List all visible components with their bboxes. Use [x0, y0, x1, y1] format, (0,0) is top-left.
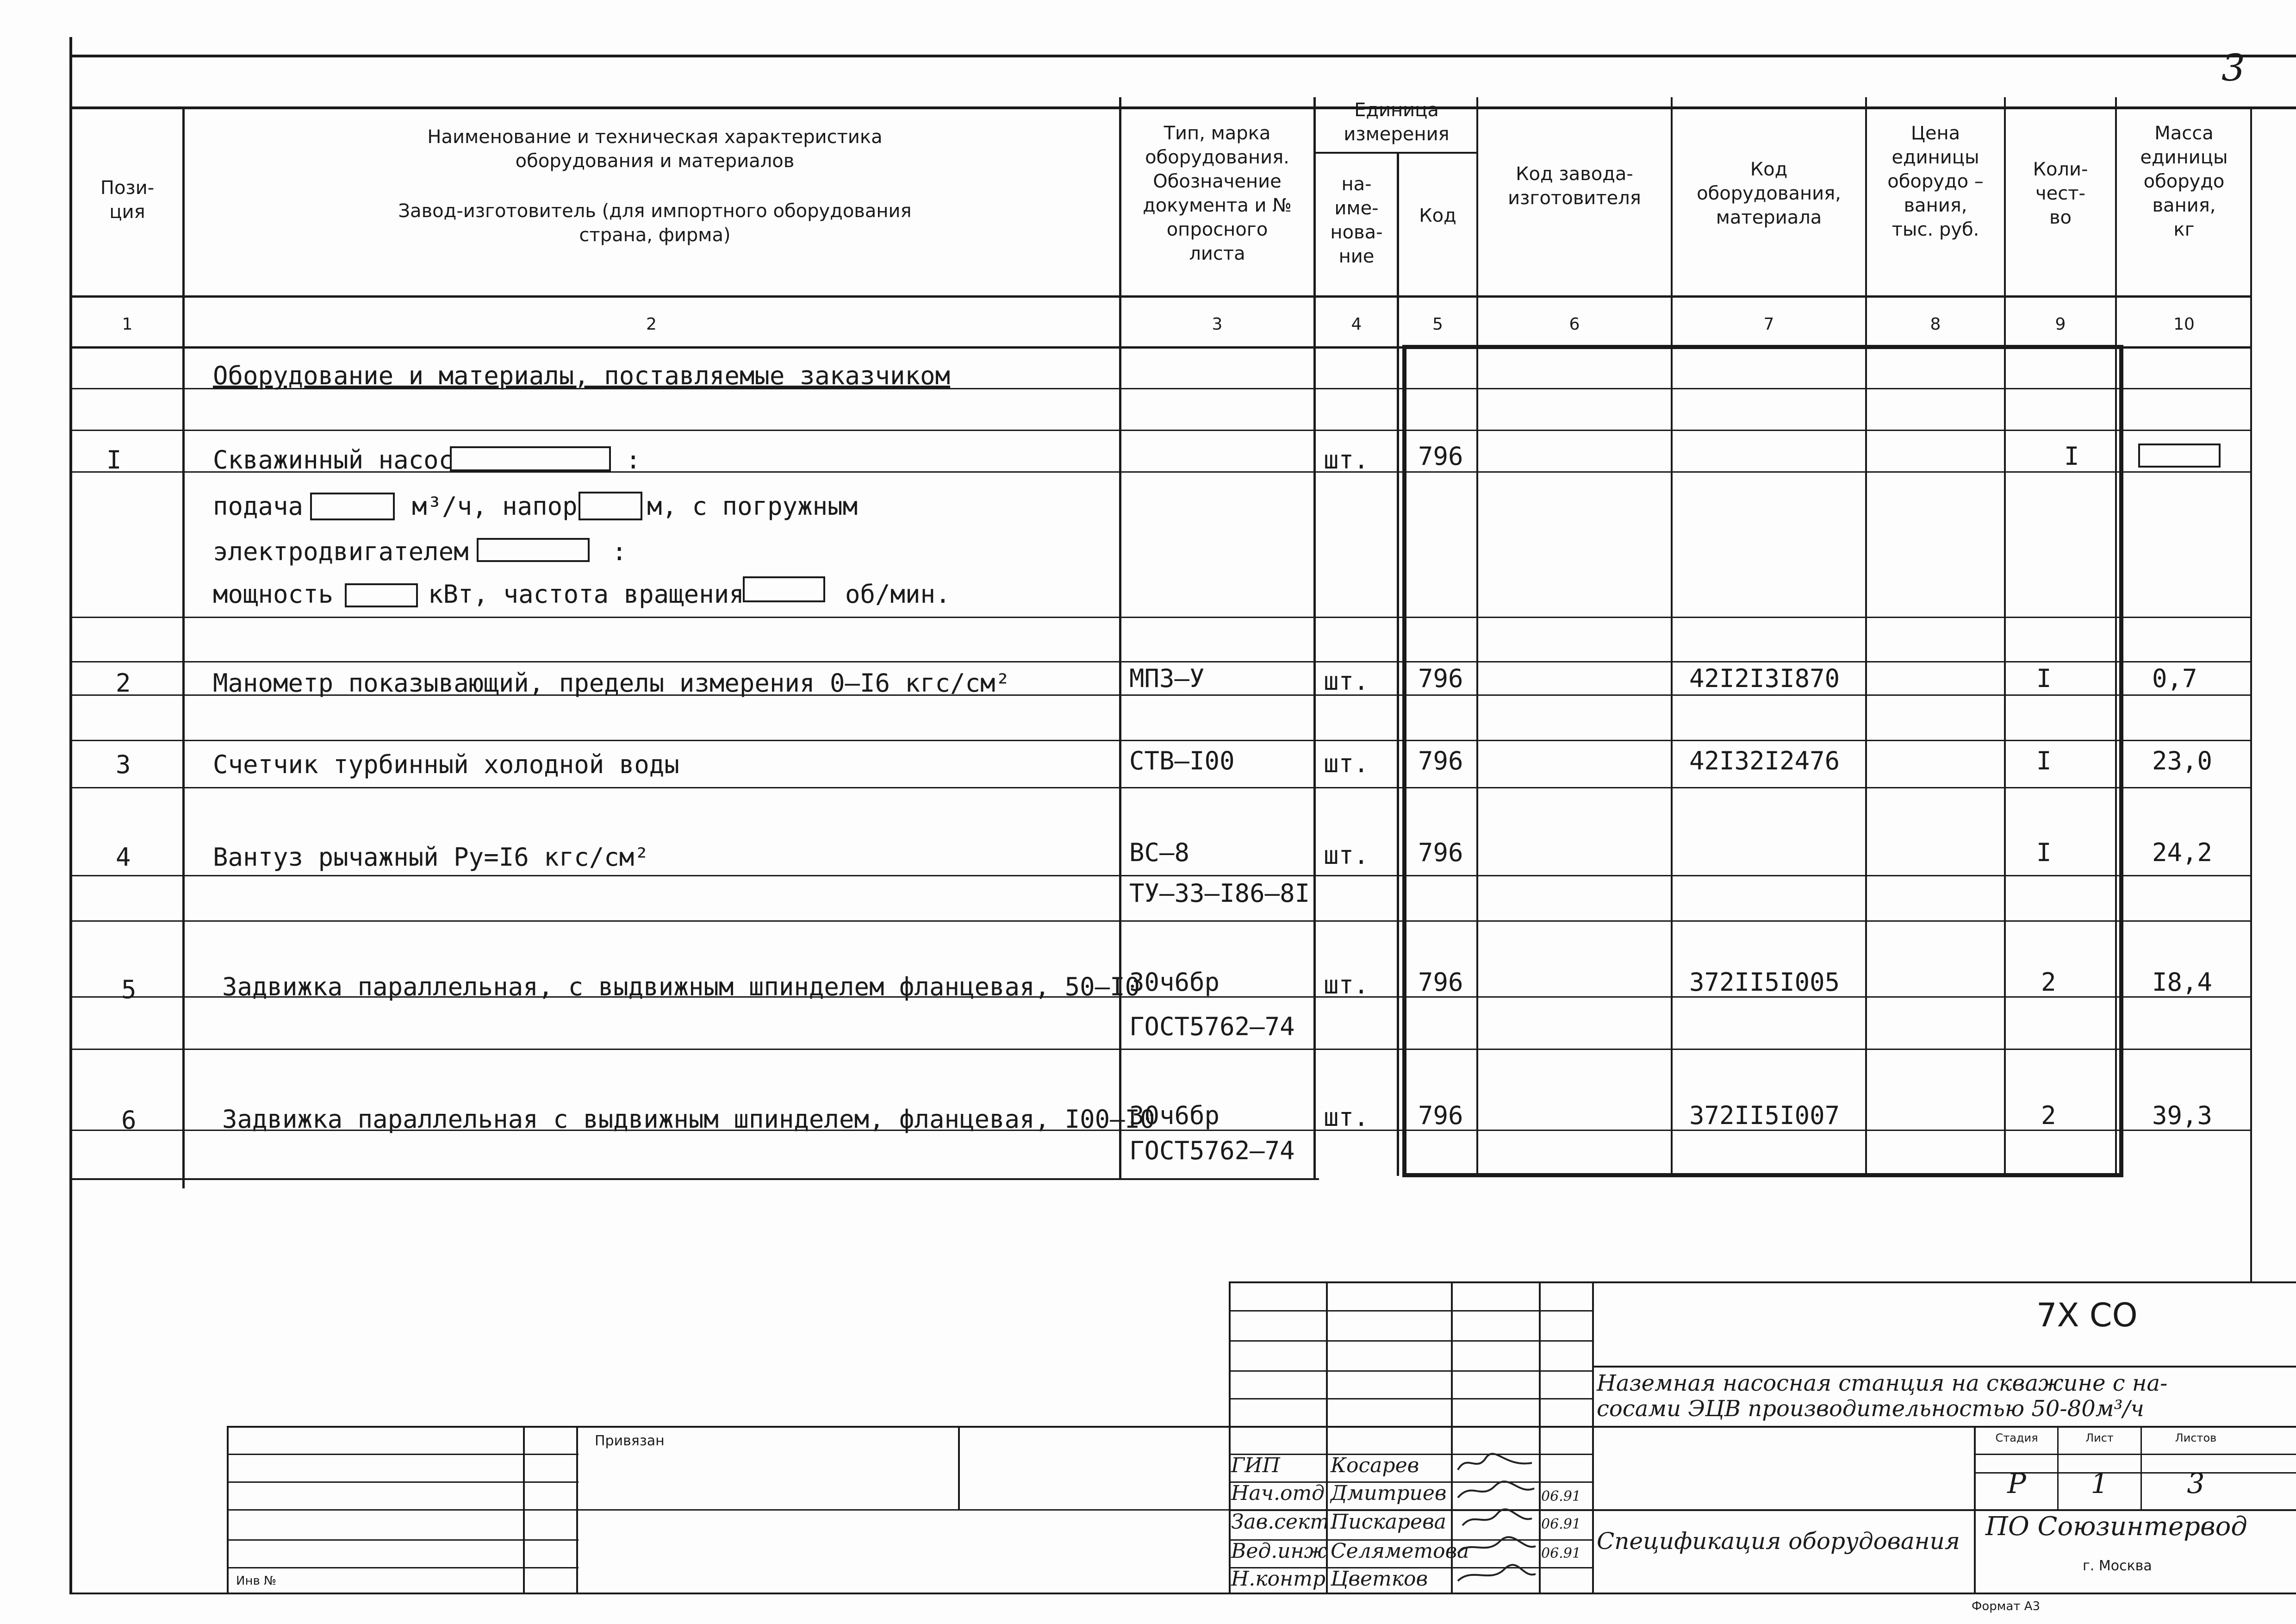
name-selyametova: Селяметова [1331, 1539, 1469, 1563]
city: г. Москва [2083, 1558, 2152, 1574]
col-num-7: 7 [1763, 315, 1774, 334]
role-head-dept: Нач.отд [1231, 1481, 1325, 1505]
header-equipment-code: Код оборудования, материала [1697, 159, 1841, 228]
project-title-1: Наземная насосная станция на скважине с на- [1597, 1370, 2168, 1396]
row5-position: 5 [121, 975, 137, 1004]
stamp-top-line [1229, 1281, 2296, 1283]
row5-quantity: 2 [2041, 968, 2056, 997]
row3-code: 796 [1418, 746, 1463, 775]
stamp-left-line [1229, 1281, 1231, 1593]
blank-field [579, 492, 642, 520]
date-3: 06.91 [1541, 1545, 1581, 1562]
row6-name: Задвижка параллельная с выдвижным шпинделем, фланцевая, I00–I0 [222, 1105, 1155, 1134]
row3-type: СТВ–I00 [1129, 746, 1235, 775]
row4-quantity: I [2036, 838, 2052, 867]
role-lead-engineer: Вед.инж [1231, 1539, 1327, 1563]
row5-type-doc: ГОСТ5762–74 [1129, 1012, 1295, 1041]
row4-type-doc: ТУ–33–I86–8I [1129, 879, 1310, 908]
header-manufacturer: Завод-изготовитель (для импортного оборудования страна, фирма) [398, 200, 912, 246]
sheets-label: Листов [2175, 1431, 2217, 1444]
item1-line1: Скважинный насос [213, 445, 454, 475]
header-quantity: Коли- чест- во [2033, 159, 2088, 228]
row5-unit: шт. [1324, 970, 1369, 999]
privyazan-label: Привязан [595, 1433, 665, 1449]
blank-field [345, 583, 418, 607]
blank-field [743, 576, 825, 602]
role-norm-control: Н.контр [1231, 1567, 1325, 1591]
item1-code: 796 [1418, 442, 1463, 471]
item1-line2b: м³/ч, напор [412, 492, 578, 521]
col-num-8: 8 [1930, 315, 1941, 334]
item1-unit: шт. [1324, 445, 1369, 475]
stamp-line [1229, 1340, 1592, 1342]
stamp-line [1592, 1281, 1594, 1593]
row6-mass: 39,3 [2152, 1101, 2213, 1130]
col-num-9: 9 [2055, 315, 2066, 334]
header-mass: Масса единицы оборудо вания, кг [2140, 123, 2228, 240]
name-tsvetkov: Цветков [1331, 1567, 1428, 1591]
frame-right-line [2250, 109, 2252, 1283]
row2-equipment-code: 42I2I3I870 [1689, 664, 1840, 693]
header-unit-code: Код [1419, 205, 1456, 226]
row6-equipment-code: 372II5I007 [1689, 1101, 1840, 1130]
name-dmitriev: Дмитриев [1331, 1481, 1447, 1505]
inventory-label: Инв № [236, 1574, 277, 1588]
blank-field [2138, 443, 2221, 468]
col-num-5: 5 [1432, 315, 1443, 334]
name-piskareva: Пискарева [1331, 1510, 1446, 1534]
sheet-mark: 3 [2221, 46, 2245, 89]
header-unit: Единица измерения [1344, 100, 1450, 145]
col-line-3 [1313, 97, 1316, 1178]
header-bottom-line [69, 295, 2252, 298]
header-name: Наименование и техническая характеристика оборудования и материалов [427, 126, 883, 172]
frame-top-line [69, 55, 2296, 57]
sheet-label: Лист [2085, 1431, 2114, 1444]
item1-line2c: м, с погружным [647, 492, 858, 521]
row4-code: 796 [1418, 838, 1463, 867]
row3-mass: 23,0 [2152, 746, 2213, 775]
item1-quantity: I [2064, 442, 2079, 471]
signatures [1453, 1449, 1539, 1593]
stamp-line [1229, 1370, 1592, 1372]
project-title-2: сосами ЭЦВ производительностью 50-80м³/ч [1597, 1396, 2144, 1422]
item1-line3a: электродвигателем [213, 537, 469, 566]
header-plant-code: Код завода- изготовителя [1508, 163, 1641, 209]
row5-name: Задвижка параллельная, с выдвижным шпинделем фланцевая, 50–I0 [222, 972, 1140, 1001]
stamp-line [576, 1509, 1229, 1511]
item1-line1-end: : [626, 445, 641, 475]
blank-field [450, 446, 611, 471]
row2-position: 2 [116, 668, 131, 698]
row4-name: Вантуз рычажный Ру=I6 кгс/см² [213, 843, 649, 872]
row6-type-doc: ГОСТ5762–74 [1129, 1136, 1295, 1165]
sheet-value: 1 [2091, 1468, 2109, 1500]
organization: ПО Союзинтервод [1985, 1512, 2247, 1542]
unit-header-split [1313, 152, 1476, 154]
row5-code: 796 [1418, 968, 1463, 997]
stamp-line [1229, 1426, 2296, 1428]
row5-equipment-code: 372II5I005 [1689, 968, 1840, 997]
header-price: Цена единицы оборудо – вания, тыс. руб. [1887, 123, 1984, 240]
col-line-2 [1119, 97, 1121, 1178]
col-line-1 [182, 107, 185, 1188]
stamp-line [227, 1567, 579, 1568]
stamp-line [227, 1539, 579, 1541]
document-name: Спецификация оборудования [1597, 1528, 1960, 1555]
col-num-3: 3 [1212, 315, 1223, 334]
row2-name: Манометр показывающий, пределы измерения 0–I6 кгс/см² [213, 668, 1011, 698]
sheets-value: 3 [2187, 1468, 2205, 1500]
row2-mass: 0,7 [2152, 664, 2197, 693]
col-num-2: 2 [646, 315, 657, 334]
stage-value: Р [2007, 1468, 2026, 1500]
document-code: 7Х СО [2036, 1296, 2138, 1334]
stamp-line [227, 1509, 579, 1511]
section-title: Оборудование и материалы, поставляемые заказчиком [213, 361, 951, 390]
date-1: 06.91 [1541, 1488, 1581, 1505]
row3-position: 3 [116, 750, 131, 779]
row5-mass: I8,4 [2152, 968, 2213, 997]
row6-unit: шт. [1324, 1103, 1369, 1132]
stamp-line [227, 1481, 579, 1483]
col-num-4: 4 [1351, 315, 1362, 334]
stamp-line [1229, 1310, 1592, 1312]
stamp-line [1974, 1454, 2296, 1455]
row2-type: МП3–У [1129, 664, 1205, 693]
table-top-line [69, 106, 2296, 109]
format-label: Формат А3 [1972, 1599, 2041, 1613]
row6-type: 30ч6бр [1129, 1101, 1220, 1130]
item1-line3b: : [612, 537, 627, 566]
item1-position: I [106, 445, 122, 475]
row3-name: Счетчик турбинный холодной воды [213, 750, 679, 779]
header-unit-name: на- име- нова- ние [1330, 174, 1383, 267]
row3-quantity: I [2036, 746, 2052, 775]
header-position: Пози- ция [100, 177, 155, 223]
frame-bottom-line [69, 1593, 2296, 1594]
row6-code: 796 [1418, 1101, 1463, 1130]
row4-unit: шт. [1324, 841, 1369, 870]
frame-left-line [69, 37, 72, 1593]
stamp-line [227, 1454, 579, 1455]
item1-line2a: подача [213, 492, 304, 521]
row6-quantity: 2 [2041, 1101, 2056, 1130]
stamp-line [958, 1426, 960, 1509]
item1-line4b: кВт, частота вращения [428, 580, 744, 609]
stamp-line [1592, 1366, 2296, 1368]
row3-equipment-code: 42I32I2476 [1689, 746, 1840, 775]
col-line-4 [1397, 153, 1399, 1176]
header-type: Тип, марка оборудования. Обозначение документа и № опросного листа [1143, 123, 1292, 264]
row4-mass: 24,2 [2152, 838, 2213, 867]
stamp-line [227, 1426, 1229, 1428]
stamp-line [1539, 1281, 1541, 1593]
blank-field [310, 493, 395, 520]
row6-position: 6 [121, 1106, 137, 1135]
row2-unit: шт. [1324, 667, 1369, 696]
row-line [69, 1178, 1319, 1180]
row4-type: ВС–8 [1129, 838, 1190, 867]
col-num-10: 10 [2173, 315, 2195, 334]
date-2: 06.91 [1541, 1516, 1581, 1532]
name-kosarev: Косарев [1331, 1454, 1419, 1477]
stamp-line [1974, 1426, 1976, 1593]
row3-unit: шт. [1324, 749, 1369, 778]
blank-field [477, 538, 590, 562]
row5-type: 30ч6бр [1129, 968, 1220, 997]
row2-code: 796 [1418, 664, 1463, 693]
row4-position: 4 [116, 843, 131, 872]
row2-quantity: I [2036, 664, 2052, 693]
item1-line4c: об/мин. [845, 580, 951, 609]
stamp-line [1229, 1398, 1592, 1399]
role-head-sector: Зав.сект [1231, 1510, 1329, 1534]
col-num-6: 6 [1569, 315, 1580, 334]
stage-label: Стадия [1995, 1431, 2038, 1444]
role-gip: ГИП [1231, 1454, 1280, 1477]
item1-line4a: мощность [213, 580, 334, 609]
col-num-1: 1 [122, 315, 133, 334]
